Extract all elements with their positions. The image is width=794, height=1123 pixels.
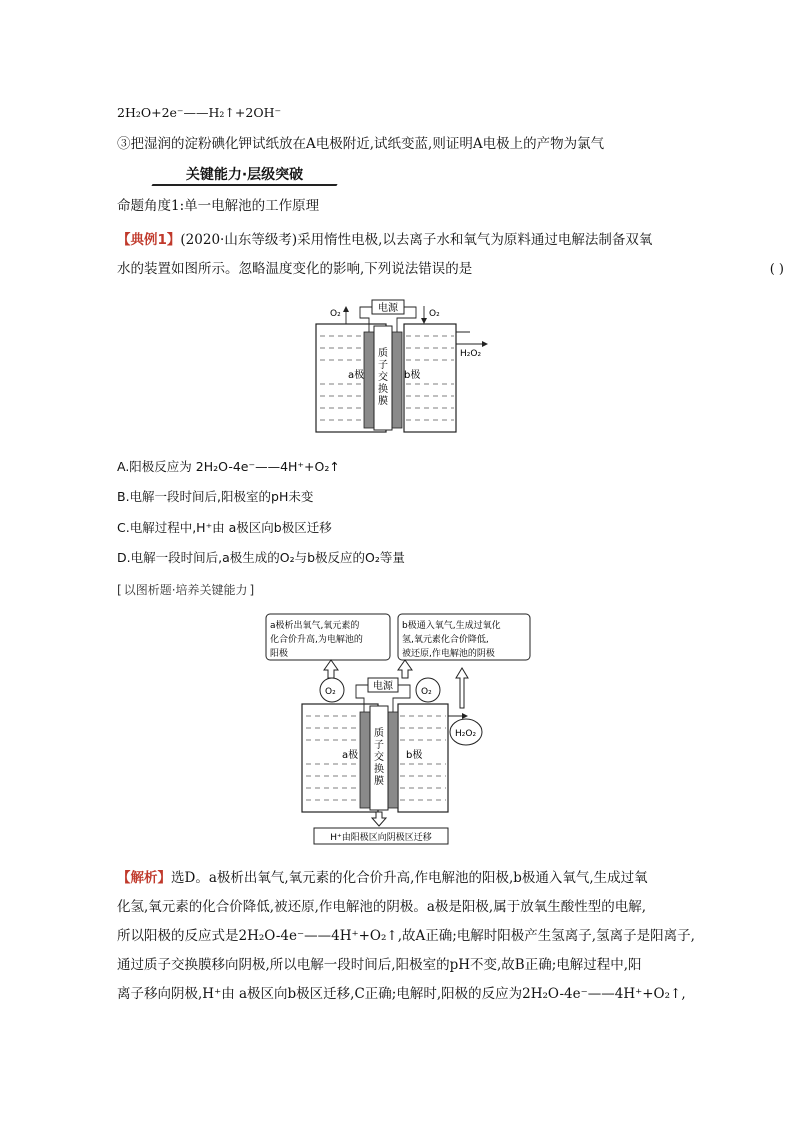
b-electrode bbox=[392, 332, 402, 428]
solution-line-4: 通过质子交换膜移向阴极,所以电解一段时间后,阳极室的pH不变,故B正确;电解过程中,阳 bbox=[117, 957, 642, 973]
electrolysis-diagram bbox=[300, 296, 500, 436]
solution-line-2: 化氢,氧元素的化合价降低,被还原,作电解池的阴极。a极是阳极,属于放氧生酸性型的电解, bbox=[117, 899, 647, 915]
up-arrow-h2o2-icon bbox=[456, 668, 468, 708]
section-heading: 关键能力·层级突破 bbox=[152, 164, 337, 184]
svg-text:a极析出氧气,氧元素的: a极析出氧气,氧元素的 bbox=[270, 621, 360, 631]
svg-text:b极通入氧气,生成过氧化: b极通入氧气,生成过氧化 bbox=[402, 621, 501, 631]
svg-text:换: 换 bbox=[378, 384, 388, 395]
solution-line-1: 【解析】选D。a极析出氧气,氧元素的化合价升高,作电解池的阳极,b极通入氧气,生成过氧 bbox=[117, 870, 648, 886]
svg-text:质: 质 bbox=[374, 728, 384, 739]
svg-text:阳极: 阳极 bbox=[270, 649, 289, 659]
example-line-1 bbox=[117, 230, 652, 250]
up-arrow-right-icon bbox=[398, 660, 412, 678]
svg-text:O₂: O₂ bbox=[325, 687, 336, 697]
svg-text:膜: 膜 bbox=[378, 396, 388, 407]
svg-text:交: 交 bbox=[378, 372, 388, 383]
svg-text:b极: b极 bbox=[406, 750, 423, 761]
o2-left-label: O₂ bbox=[330, 309, 341, 319]
example-text-1: (2020·山东等级考)采用惰性电极,以去离子水和氧气为原料通过电解法制备双氧 bbox=[180, 232, 653, 248]
a-electrode bbox=[364, 332, 374, 428]
o2-right-label: O₂ bbox=[429, 309, 440, 319]
down-arrow-icon bbox=[372, 812, 386, 826]
analysis-diagram bbox=[262, 612, 542, 852]
solution-label: 【解析】 bbox=[117, 870, 171, 886]
svg-text:子: 子 bbox=[374, 740, 384, 751]
analysis-tag: [ 以图析题·培养关键能力 ] bbox=[117, 581, 254, 598]
power-label: 电源 bbox=[378, 303, 398, 314]
option-a: A.阳极反应为 2H₂O-4e⁻——4H⁺+O₂↑ bbox=[117, 459, 340, 474]
svg-text:交: 交 bbox=[374, 752, 384, 763]
option-c: C.电解过程中,H⁺由 a极区向b极区迁移 bbox=[117, 520, 332, 535]
membrane-label bbox=[378, 346, 388, 407]
solution-line-5: 离子移向阴极,H⁺由 a极区向b极区迁移,C正确;电解时,阳极的反应为2H₂O-4e⁻——4H⁺+O₂↑, bbox=[117, 986, 686, 1002]
svg-text:a极: a极 bbox=[342, 750, 359, 761]
example-line-2: 水的装置如图所示。忽略温度变化的影响,下列说法错误的是 bbox=[117, 261, 473, 277]
solution-line-3: 所以阳极的反应式是2H₂O-4e⁻——4H⁺+O₂↑,故A正确;电解时阳极产生氢离子,氢离子是阳离子, bbox=[117, 928, 695, 944]
svg-text:H₂O₂: H₂O₂ bbox=[455, 729, 477, 739]
up-arrow-left-icon bbox=[324, 660, 338, 678]
svg-text:氢,氧元素化合价降低,: 氢,氧元素化合价降低, bbox=[402, 635, 489, 645]
svg-text:换: 换 bbox=[374, 764, 384, 775]
answer-bracket: ( ) bbox=[769, 262, 784, 277]
option-d: D.电解一段时间后,a极生成的O₂与b极反应的O₂等量 bbox=[117, 550, 405, 565]
topic-line: 命题角度1:单一电解池的工作原理 bbox=[117, 198, 320, 214]
svg-text:被还原,作电解池的阴极: 被还原,作电解池的阴极 bbox=[402, 649, 495, 659]
b-pole-label: b极 bbox=[404, 370, 421, 381]
h2o2-label: H₂O₂ bbox=[460, 349, 482, 359]
svg-text:化合价升高,为电解池的: 化合价升高,为电解池的 bbox=[270, 635, 363, 645]
heading-underline bbox=[151, 184, 337, 186]
option-b: B.电解一段时间后,阳极室的pH未变 bbox=[117, 489, 314, 504]
svg-text:O₂: O₂ bbox=[421, 687, 432, 697]
svg-text:电源: 电源 bbox=[373, 681, 393, 692]
example-label: 【典例1】 bbox=[117, 232, 181, 248]
a-pole-label: a极 bbox=[348, 370, 365, 381]
svg-text:质: 质 bbox=[378, 348, 388, 359]
item-3-text: ③把湿润的淀粉碘化钾试纸放在A电极附近,试纸变蓝,则证明A电极上的产物为氯气 bbox=[117, 136, 605, 152]
top-equation: 2H₂O+2e⁻——H₂↑+2OH⁻ bbox=[117, 105, 282, 120]
svg-text:H⁺由阳极区向阴极区迁移: H⁺由阳极区向阴极区迁移 bbox=[330, 833, 432, 843]
svg-text:子: 子 bbox=[378, 360, 388, 371]
svg-text:膜: 膜 bbox=[374, 776, 384, 787]
